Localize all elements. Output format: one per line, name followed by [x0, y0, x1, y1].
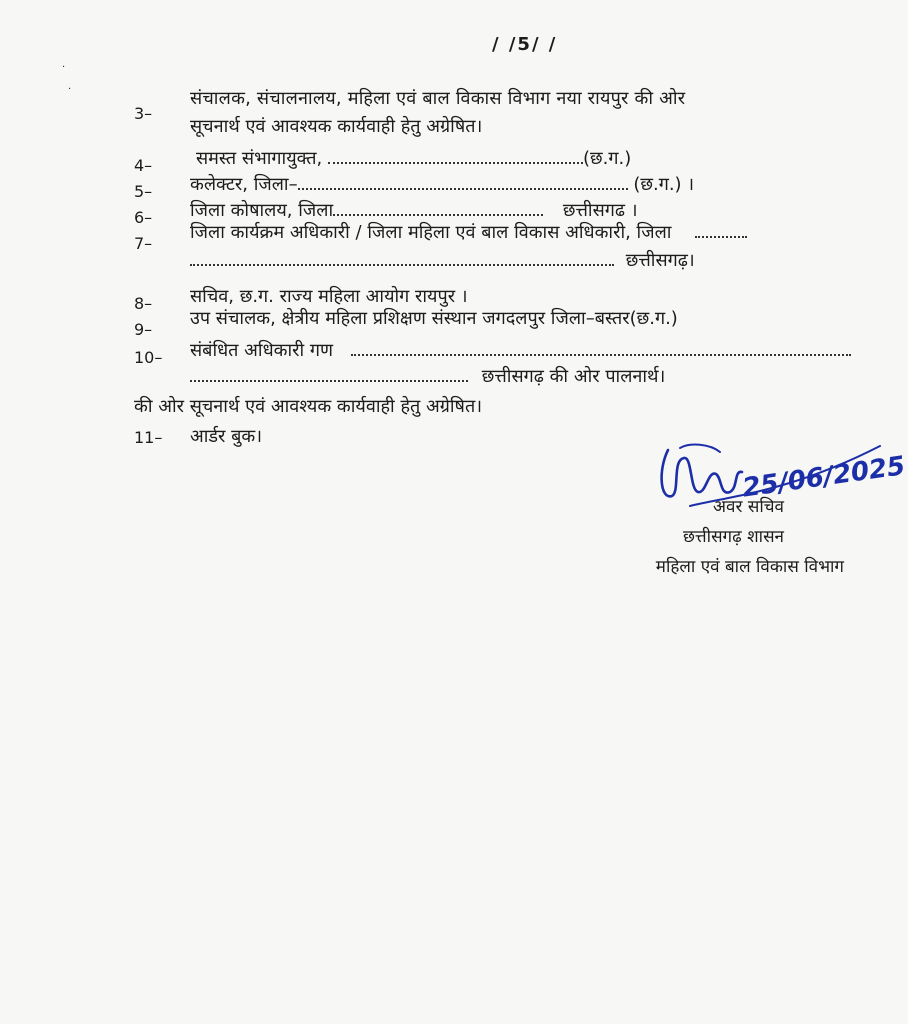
blank-dotted-line [351, 340, 851, 356]
designation: अवर सचिव [713, 497, 784, 517]
handwritten-signature [650, 440, 907, 520]
list-item-continued [0, 362, 908, 388]
item-text: जिला कार्यक्रम अधिकारी / जिला महिला एवं बाल विकास अधिकारी, जिला [190, 222, 672, 243]
item-text-line2: सूचनार्थ एवं आवश्यक कार्यवाही हेतु अग्रेषित। [190, 116, 483, 137]
item-suffix: छत्तीसगढ़। [625, 250, 695, 271]
list-item [0, 168, 908, 201]
item-suffix: (छ.ग.) । [633, 174, 695, 195]
list-item-continued [0, 246, 908, 272]
government-name: छत्तीसगढ़ शासन [683, 527, 784, 547]
blank-dotted-line [190, 366, 468, 382]
item-suffix: (छ.ग.) [583, 148, 632, 169]
blank-dotted-line [328, 148, 583, 164]
item-number: 5– [134, 182, 153, 201]
blank-dotted-line [190, 250, 614, 266]
item-text: कलेक्टर, जिला– [190, 174, 298, 195]
item-text: जिला कोषालय, जिला [190, 200, 334, 221]
scan-speck: · [62, 62, 66, 73]
blank-dotted-line [333, 200, 543, 216]
list-item-continued [0, 114, 908, 140]
blank-dotted-line [695, 222, 747, 238]
item-number: 10– [134, 348, 163, 367]
item-number: 9– [134, 320, 153, 339]
item-text: उप संचालक, क्षेत्रीय महिला प्रशिक्षण संस्थान जगदलपुर जिला–बस्तर(छ.ग.) [190, 308, 678, 329]
forward-text: की ओर सूचनार्थ एवं आवश्यक कार्यवाही हेतु अग्रेषित। [134, 396, 483, 417]
page-number: / /5/ / [492, 34, 558, 55]
list-item [0, 220, 908, 253]
item-suffix: छत्तीसगढ । [562, 200, 638, 221]
item-suffix: छत्तीसगढ़ की ओर पालनार्थ। [481, 366, 666, 387]
item-text: संबंधित अधिकारी गण [190, 340, 334, 361]
item-number: 4– [134, 156, 153, 175]
blank-dotted-line [298, 174, 628, 190]
item-number: 8– [134, 294, 153, 313]
item-number: 7– [134, 234, 153, 253]
list-item [0, 334, 908, 367]
item-text: संचालक, संचालनालय, महिला एवं बाल विकास विभाग नया रायपुर की ओर [190, 88, 686, 109]
list-item [0, 194, 908, 227]
item-text: समस्त संभागायुक्त, [196, 148, 323, 169]
scan-speck: · [68, 84, 72, 95]
list-item [0, 306, 908, 339]
list-item [0, 280, 908, 313]
item-text: आर्डर बुक। [190, 426, 263, 447]
item-number: 3– [134, 104, 153, 123]
list-item [0, 142, 908, 175]
item-number: 11– [134, 428, 163, 447]
item-text: सचिव, छ.ग. राज्य महिला आयोग रायपुर । [190, 286, 468, 307]
forward-line [0, 392, 908, 418]
signature-date: 25/06/2025 [740, 451, 907, 504]
list-item [0, 86, 908, 123]
department-name: महिला एवं बाल विकास विभाग [655, 557, 844, 577]
item-number: 6– [134, 208, 153, 227]
